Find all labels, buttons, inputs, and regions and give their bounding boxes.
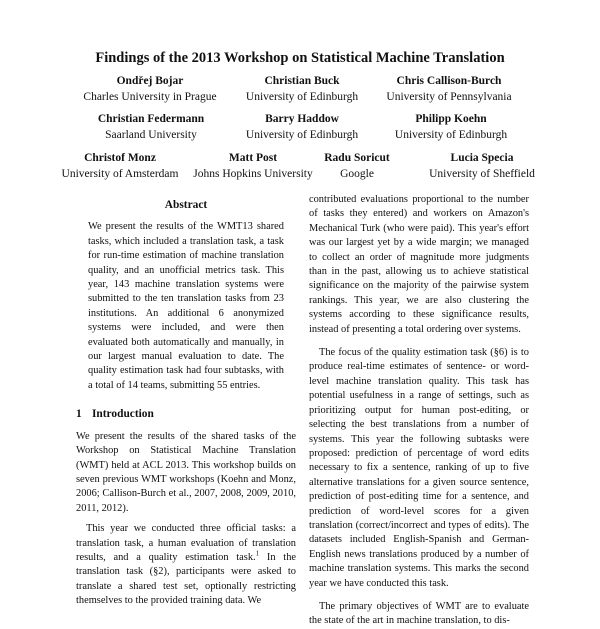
author-affiliation: University of Pennsylvania	[386, 90, 512, 103]
author-affiliation: Charles University in Prague	[83, 90, 217, 103]
author-name: Christian Buck	[264, 75, 340, 87]
author-name: Philipp Koehn	[415, 113, 487, 125]
section-title: Introduction	[92, 408, 154, 421]
footnote-marker: 1	[255, 549, 260, 558]
abstract-heading: Abstract	[164, 199, 208, 211]
author-affiliation: Johns Hopkins University	[193, 167, 313, 180]
author-block	[395, 112, 507, 143]
author-block	[193, 151, 312, 182]
author-name: Christian Federmann	[97, 113, 205, 125]
paragraph: The primary objectives of WMT are to evaluate the state of the art in machine translation, to dis-	[309, 600, 529, 627]
author-name: Radu Soricut	[324, 152, 390, 164]
author-name: Lucia Specia	[450, 152, 514, 164]
author-name: Barry Haddow	[265, 113, 339, 125]
paragraph: The focus of the quality estimation task (§6) is to produce real-time estimates of sentence- or word-level machine translation quality. This task has potential usefulness in a range of settings, such as prioritizing output for human post-editing, or selecting the best translations from a number of systems. This year the following subtasks were proposed: prediction of percentage of word edits necessary to fix a sentence, ranking of up to five alternative translations for a given source sentence, prediction of post-editing time for a sentence, and prediction of word-level scores for a given translation (correct/incorrect and types of edits). The datasets included English-Spanish and German-English news translations produced by a number of machine translation systems. This marks the second year we have conducted this task.	[309, 347, 529, 589]
author-affiliation: Google	[340, 167, 374, 180]
author-affiliation: University of Amsterdam	[61, 167, 179, 180]
author-block	[62, 151, 179, 182]
author-block	[98, 112, 204, 143]
abstract-text: We present the results of the WMT13 shared tasks, which included a translation task, a task for run-time estimation of machine translation quality, and an unofficial metrics task. This year, 143 machine translation systems were submitted to the ten translation tasks from 23 institutions. An additional 6 anonymized systems were included, and were then evaluated both automatically and manually, in our largest manual evaluation to date. The quality estimation task had four subtasks, with a total of 14 teams, submitting 55 entries.	[88, 221, 284, 391]
author-block	[386, 74, 511, 105]
author-block	[429, 151, 535, 182]
section-heading	[76, 407, 296, 421]
paragraph: We present the results of the shared tasks of the Workshop on Statistical Machine Translation (WMT) held at ACL 2013. This workshop builds on seven previous WMT workshops (Koehn and Monz, 2006; Callison-Burch et al., 2007, 2008, 2009, 2010, 2011, 2012).	[76, 430, 296, 514]
author-block	[246, 74, 358, 105]
author-name: Christof Monz	[84, 152, 156, 164]
author-block	[246, 112, 358, 143]
author-affiliation: University of Edinburgh	[245, 128, 359, 141]
section-number: 1	[76, 408, 82, 421]
paragraph	[76, 522, 296, 608]
author-affiliation: Saarland University	[105, 128, 197, 141]
left-column	[76, 198, 296, 609]
author-block	[324, 151, 390, 182]
author-block	[83, 74, 216, 105]
author-name: Ondřej Bojar	[116, 75, 184, 87]
paper-title: Findings of the 2013 Workshop on Statistical Machine Translation	[95, 50, 505, 66]
author-affiliation: University of Sheffield	[429, 167, 535, 180]
author-name: Chris Callison-Burch	[396, 75, 502, 87]
author-name: Matt Post	[228, 152, 278, 164]
author-affiliation: University of Edinburgh	[394, 128, 508, 141]
right-column	[309, 193, 529, 629]
paragraph-text: In the translation task (§2), participants were asked to translate a shared test set, optionally restricting themselves to the provided training data. We	[76, 551, 296, 607]
abstract	[76, 220, 296, 393]
paragraph: contributed evaluations proportional to the number of tasks they entered) and workers on Amazon's Mechanical Turk (who were paid). This year's effort was our largest yet by a wide margin; we managed to collect an order of magnitude more judgments than in the past, allowing us to achieve statistical significance on the majority of the pairwise system rankings. This year, we are also clustering the systems according to these significance results, instead of presenting a total ordering over systems.	[309, 194, 529, 335]
author-affiliation: University of Edinburgh	[245, 90, 359, 103]
paragraph-text: This year we conducted three official tasks: a translation task, a human evaluation of translation results, and a quality estimation task.	[76, 523, 296, 563]
